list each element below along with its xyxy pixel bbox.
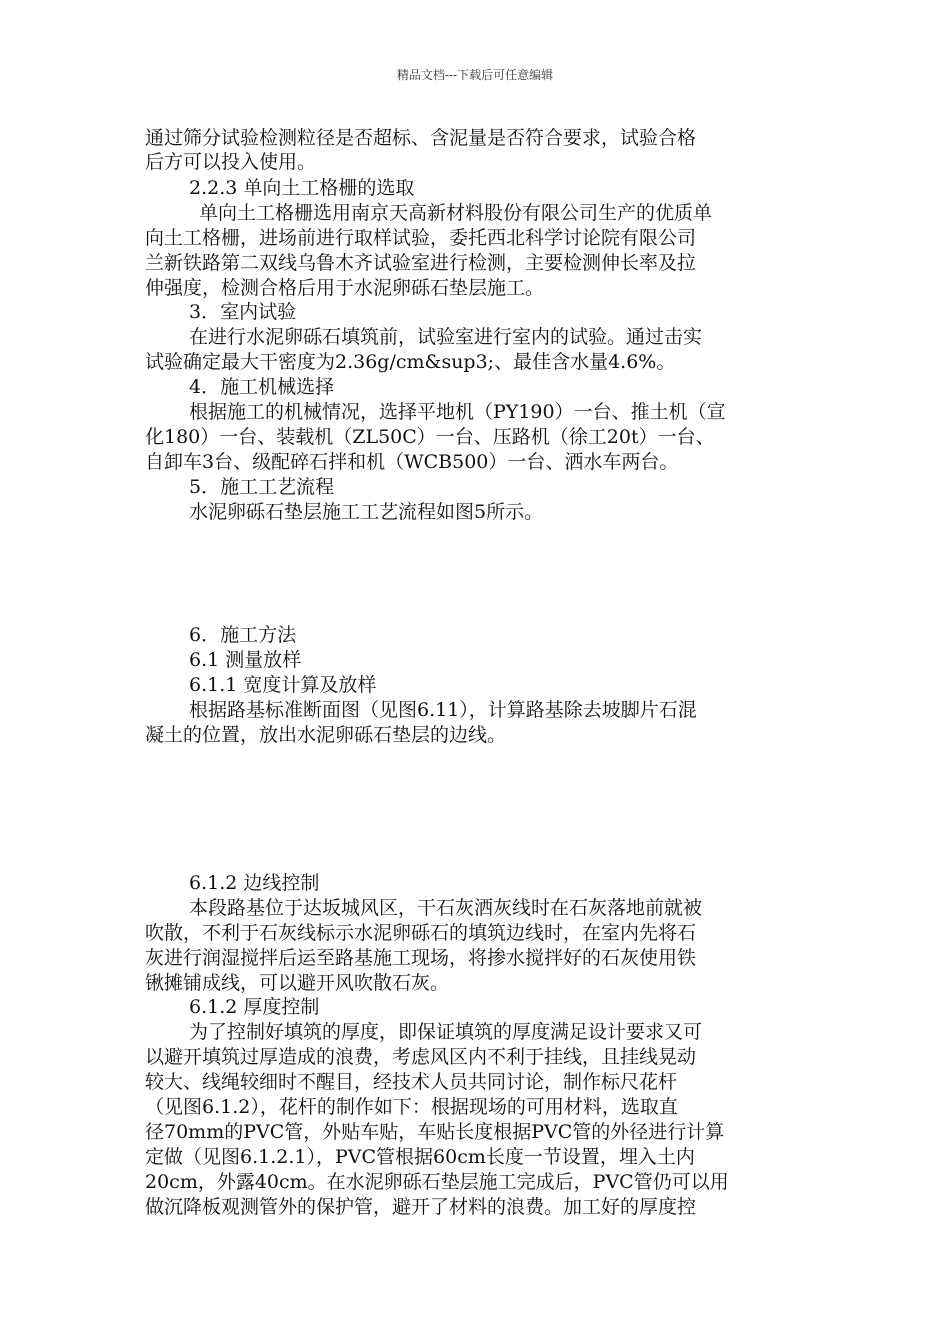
body-line: 化180）一台、装载机（ZL50C）一台、压路机（徐工20t）一台、 [145,426,715,448]
section-heading: 2.2.3 单向土工格栅的选取 [189,177,415,199]
body-line: 后方可以投入使用。 [145,151,317,173]
body-line: （见图6.1.2），花杆的制作如下：根据现场的可用材料，选取直 [145,1096,678,1118]
body-line: 20cm，外露40cm。在水泥卵砾石垫层施工完成后，PVC管仍可以用 [145,1171,729,1193]
body-line: 灰进行润湿搅拌后运至路基施工现场，将掺水搅拌好的石灰使用铁 [145,947,697,969]
body-line: 自卸车3台、级配碎石拌和机（WCB500）一台、洒水车两台。 [145,451,679,473]
body-line: 以避开填筑过厚造成的浪费，考虑风区内不利于挂线，且挂线晃动 [145,1046,697,1068]
section-heading: 6.1.2 厚度控制 [189,996,320,1018]
body-line: 径70mm的PVC管，外贴车贴，车贴长度根据PVC管的外径进行计算 [145,1121,725,1143]
section-heading: 6.1.1 宽度计算及放样 [189,674,377,696]
section-heading: 4．施工机械选择 [189,376,335,398]
body-line: 为了控制好填筑的厚度，即保证填筑的厚度满足设计要求又可 [189,1021,703,1043]
section-heading: 6.1.2 边线控制 [189,872,320,894]
body-line: 水泥卵砾石垫层施工工艺流程如图5所示。 [189,501,544,523]
body-line: 向土工格栅，进场前进行取样试验，委托西北科学讨论院有限公司 [145,227,697,249]
body-line: 通过筛分试验检测粒径是否超标、含泥量是否符合要求，试验合格 [145,127,697,149]
body-line: 兰新铁路第二双线乌鲁木齐试验室进行检测，主要检测伸长率及拉 [145,252,697,274]
section-heading: 6.1 测量放样 [189,649,302,671]
body-line: 试验确定最大干密度为2.36g/cm&sup3;、最佳含水量4.6%。 [145,351,676,373]
body-line: 本段路基位于达坂城风区，干石灰洒灰线时在石灰落地前就被 [189,897,703,919]
section-heading: 3．室内试验 [189,301,297,323]
body-line: 伸强度，检测合格后用于水泥卵砾石垫层施工。 [145,277,545,299]
page-header: 精品文档---下载后可任意编辑 [396,68,554,82]
body-line: 凝土的位置，放出水泥卵砾石垫层的边线。 [145,724,507,746]
body-line: 锹摊铺成线，可以避开风吹散石灰。 [145,972,450,994]
body-line: 单向土工格栅选用南京天高新材料股份有限公司生产的优质单 [199,202,713,224]
body-line: 在进行水泥卵砾石填筑前，试验室进行室内的试验。通过击实 [189,326,703,348]
body-line: 根据施工的机械情况，选择平地机（PY190）一台、推土机（宣 [189,401,726,423]
body-line: 吹散，不利于石灰线标示水泥卵砾石的填筑边线时，在室内先将石 [145,922,697,944]
body-line: 根据路基标准断面图（见图6.11），计算路基除去坡脚片石混 [189,699,697,721]
section-heading: 6．施工方法 [189,624,297,646]
section-heading: 5．施工工艺流程 [189,476,335,498]
body-line: 做沉降板观测管外的保护管，避开了材料的浪费。加工好的厚度控 [145,1196,697,1218]
body-line: 较大、线绳较细时不醒目，经技术人员共同讨论，制作标尺花杆 [145,1071,678,1093]
body-line: 定做（见图6.1.2.1），PVC管根据60cm长度一节设置，埋入土内 [145,1146,695,1168]
